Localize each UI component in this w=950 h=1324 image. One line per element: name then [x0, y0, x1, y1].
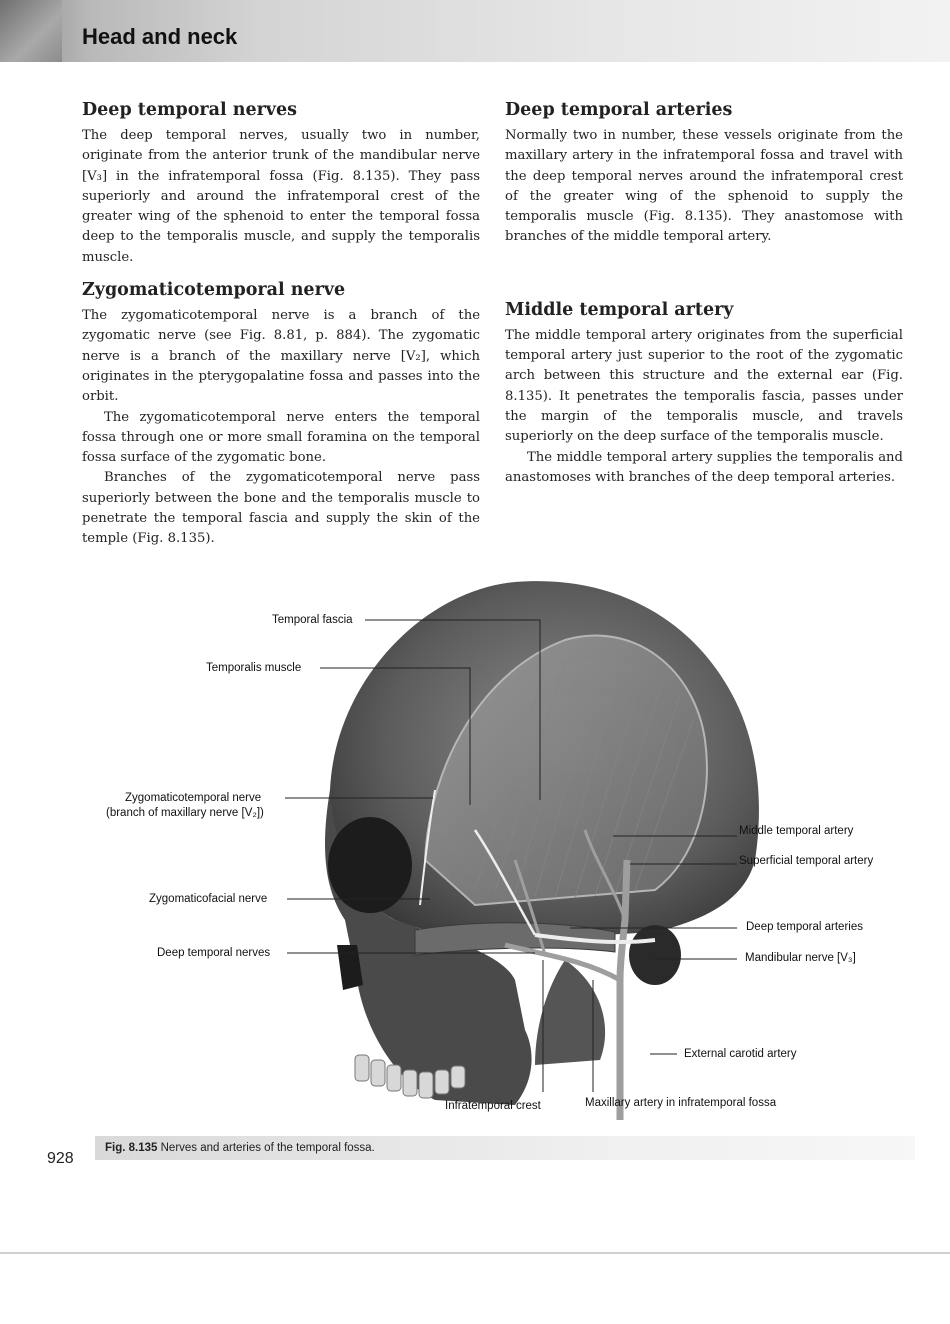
header-thumbnail-image: [0, 0, 62, 62]
label-superficial-temporal-artery: Superficial temporal artery: [739, 855, 874, 867]
label-deep-temporal-arteries: Deep temporal arteries: [746, 921, 863, 933]
skull-illustration: [95, 560, 935, 1120]
paragraph-middle-temporal-1: The middle temporal artery originates from the superficial temporal artery just superior to the root of the zygomatic arch between this structure and the external ear (Fig. 8.135). It penetrates the temporalis fascia, passes under the margin of the temporalis muscle, and travels superiorly on the deep surface of the temporalis muscle.: [505, 327, 903, 445]
figure-caption: [95, 1136, 915, 1160]
paragraph-deep-temporal-arteries: Normally two in number, these vessels originate from the maxillary artery in the infratemporal fossa and travel with the deep temporal nerves around the infratemporal crest of the greater wing of the sphenoid to supply the temporalis muscle (Fig. 8.135). They anastomose with branches of the middle temporal artery.: [505, 128, 903, 245]
label-maxillary-artery: Maxillary artery in infratemporal fossa: [585, 1097, 777, 1109]
paragraph-zygomaticotemporal-2: The zygomaticotemporal nerve enters the temporal fossa through one or more small foramina on the temporal fossa surface of the zygomatic bone.: [82, 409, 480, 466]
label-mandibular-nerve: Mandibular nerve [V₃]: [745, 952, 856, 964]
heading-deep-temporal-arteries: Deep temporal arteries: [505, 100, 733, 120]
paragraph-zygomaticotemporal-1: The zygomaticotemporal nerve is a branch of the zygomatic nerve (see Fig. 8.81, p. 884). The zygomatic nerve is a branch of the maxillary nerve [V₂], which originates in the pterygopalatine fossa and passes into the orbit.: [82, 308, 480, 405]
heading-deep-temporal-nerves: Deep temporal nerves: [82, 100, 297, 120]
label-zygomaticotemporal-nerve-branch: (branch of maxillary nerve [V₂]): [106, 807, 264, 819]
paragraph-zygomaticotemporal-3: Branches of the zygomaticotemporal nerve pass superiorly between the bone and the temporalis muscle to penetrate the temporal fascia and supply the skin of the temple (Fig. 8.135).: [82, 470, 480, 547]
label-infratemporal-crest: Infratemporal crest: [445, 1100, 541, 1112]
paragraph-deep-temporal-nerves: The deep temporal nerves, usually two in number, originate from the anterior trunk of the mandibular nerve [V₃] in the infratemporal fossa (Fig. 8.135). They pass superiorly and around the infratemporal crest of the greater wing of the sphenoid to enter the temporal fossa deep to the temporalis muscle, and supply the temporalis muscle.: [82, 128, 480, 265]
label-middle-temporal-artery: Middle temporal artery: [739, 825, 854, 837]
bottom-rule: [0, 1252, 950, 1254]
external-ear-opening: [629, 925, 681, 985]
label-zygomaticotemporal-nerve: Zygomaticotemporal nerve: [125, 792, 262, 804]
heading-middle-temporal-artery: Middle temporal artery: [505, 299, 734, 320]
page-number: 928: [47, 1150, 74, 1167]
header-title: Head and neck: [82, 24, 238, 49]
left-column: [82, 100, 480, 550]
label-deep-temporal-nerves: Deep temporal nerves: [157, 947, 271, 959]
caption-text: Nerves and arteries of the temporal fossa.: [160, 1142, 375, 1154]
label-temporalis-muscle: Temporalis muscle: [206, 662, 302, 674]
mandible: [535, 960, 605, 1065]
heading-zygomaticotemporal-nerve: Zygomaticotemporal nerve: [82, 280, 346, 301]
label-external-carotid-artery: External carotid artery: [684, 1048, 797, 1060]
label-zygomaticofacial-nerve: Zygomaticofacial nerve: [149, 893, 268, 905]
right-column: [505, 100, 903, 488]
anatomy-figure: [95, 560, 935, 1120]
caption-figure-number: Fig. 8.135: [105, 1142, 158, 1154]
page-header: [0, 0, 950, 62]
paragraph-middle-temporal-2: The middle temporal artery supplies the temporalis and anastomoses with branches of the deep temporal arteries.: [505, 449, 903, 485]
label-temporal-fascia: Temporal fascia: [272, 614, 353, 626]
